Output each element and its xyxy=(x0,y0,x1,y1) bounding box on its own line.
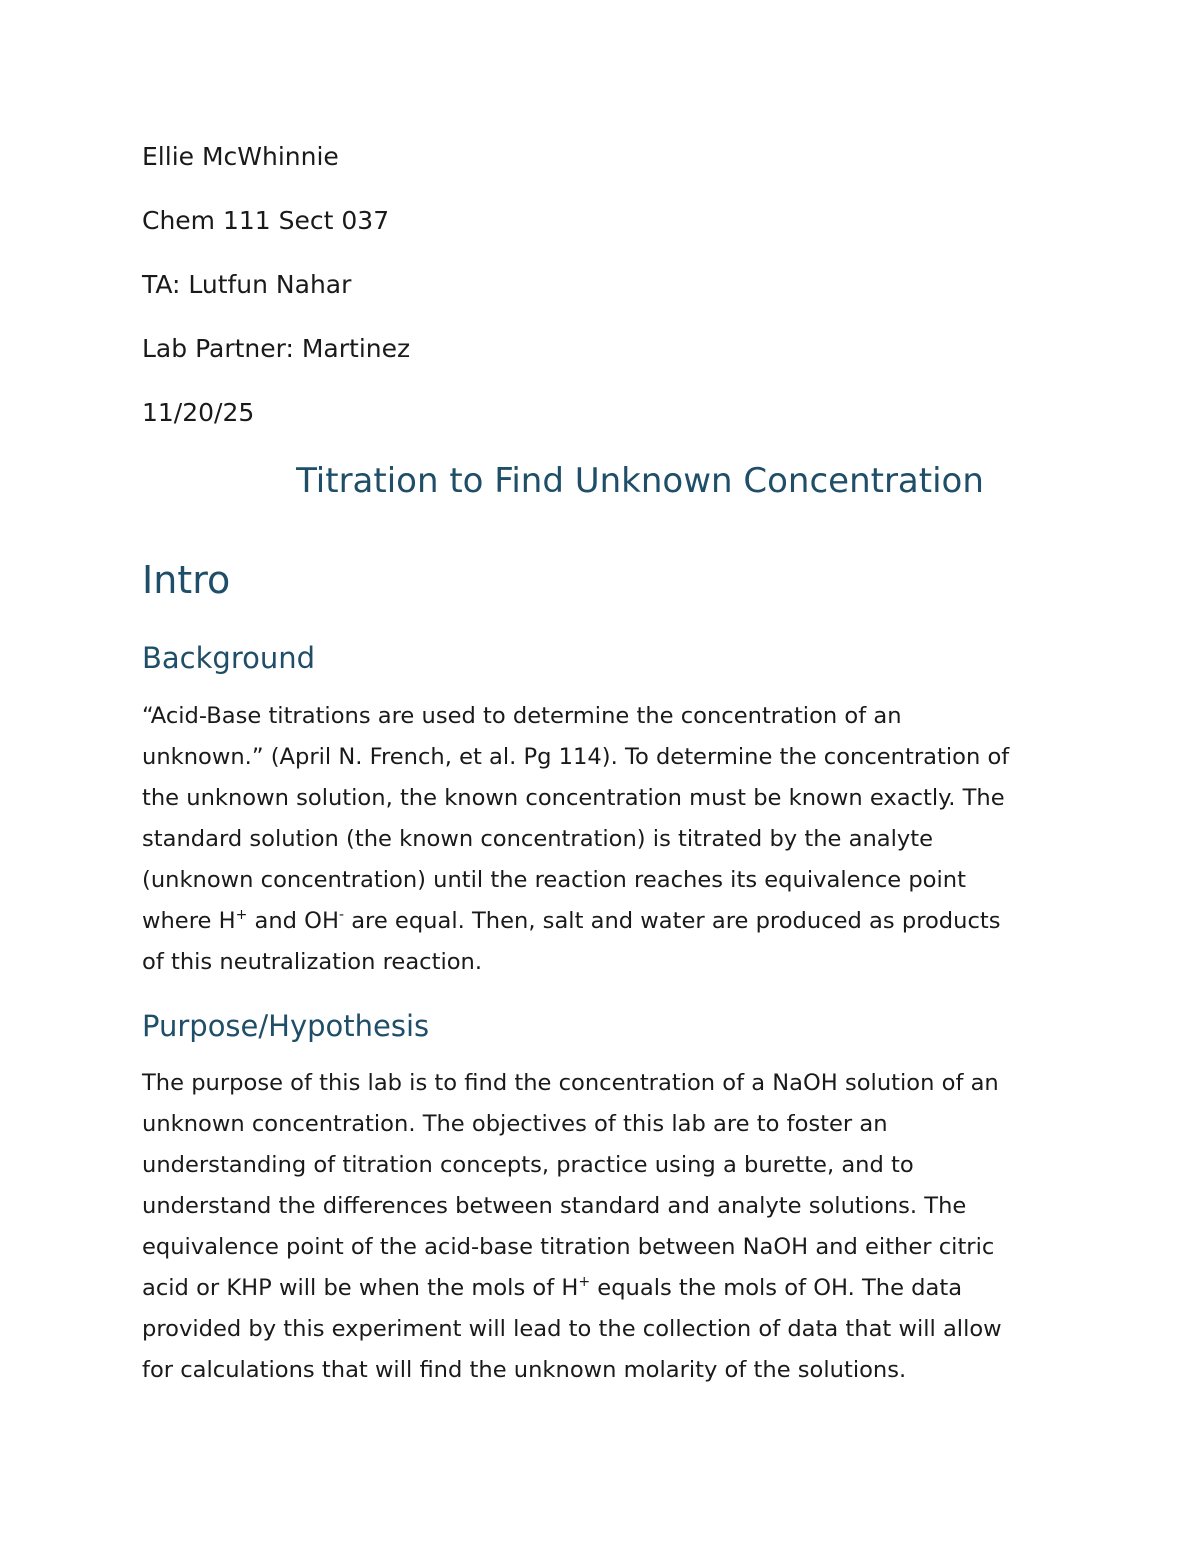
purpose-paragraph xyxy=(142,1063,1072,1391)
superscript-minus: - xyxy=(338,907,345,923)
purpose-line-ions xyxy=(142,1268,1072,1309)
background-line: (unknown concentration) until the reaction reaches its equivalence point xyxy=(142,867,966,893)
student-name: Ellie McWhinnie xyxy=(142,142,339,171)
purpose-line: equivalence point of the acid-base titration between NaOH and either citric xyxy=(142,1234,995,1260)
teaching-assistant: TA: Lutfun Nahar xyxy=(142,270,352,299)
report-title: Titration to Find Unknown Concentration xyxy=(296,461,984,501)
background-paragraph xyxy=(142,696,1072,983)
background-line: standard solution (the known concentration) is titrated by the analyte xyxy=(142,826,934,852)
text-fragment: are equal. Then, salt and water are produced as products xyxy=(344,908,1001,934)
purpose-line: unknown concentration. The objectives of this lab are to foster an xyxy=(142,1111,888,1137)
text-fragment: acid or KHP will be when the mols of H xyxy=(142,1275,579,1301)
background-line: unknown.” (April N. French, et al. Pg 114). To determine the concentration of xyxy=(142,744,1010,770)
background-line: the unknown solution, the known concentration must be known exactly. The xyxy=(142,785,1005,811)
purpose-line: understanding of titration concepts, practice using a burette, and to xyxy=(142,1152,914,1178)
superscript-plus: + xyxy=(578,1274,591,1290)
report-date: 11/20/25 xyxy=(142,398,255,427)
purpose-line: provided by this experiment will lead to the collection of data that will allow xyxy=(142,1316,1002,1342)
course-section: Chem 111 Sect 037 xyxy=(142,206,390,235)
text-fragment: equals the mols of OH. The data xyxy=(590,1275,963,1301)
superscript-plus: + xyxy=(235,907,248,923)
background-heading: Background xyxy=(142,641,316,675)
lab-partner: Lab Partner: Martinez xyxy=(142,334,411,363)
intro-heading: Intro xyxy=(142,558,231,602)
purpose-line: The purpose of this lab is to find the concentration of a NaOH solution of an xyxy=(142,1070,999,1096)
text-fragment: where H xyxy=(142,908,236,934)
purpose-line: for calculations that will find the unknown molarity of the solutions. xyxy=(142,1357,907,1383)
background-line: of this neutralization reaction. xyxy=(142,949,483,975)
background-line-ions xyxy=(142,901,1072,942)
purpose-line: understand the differences between standard and analyte solutions. The xyxy=(142,1193,967,1219)
student-info-block xyxy=(142,140,1058,460)
text-fragment: and OH xyxy=(247,908,339,934)
background-line: “Acid-Base titrations are used to determine the concentration of an xyxy=(142,703,902,729)
purpose-heading: Purpose/Hypothesis xyxy=(142,1009,430,1043)
